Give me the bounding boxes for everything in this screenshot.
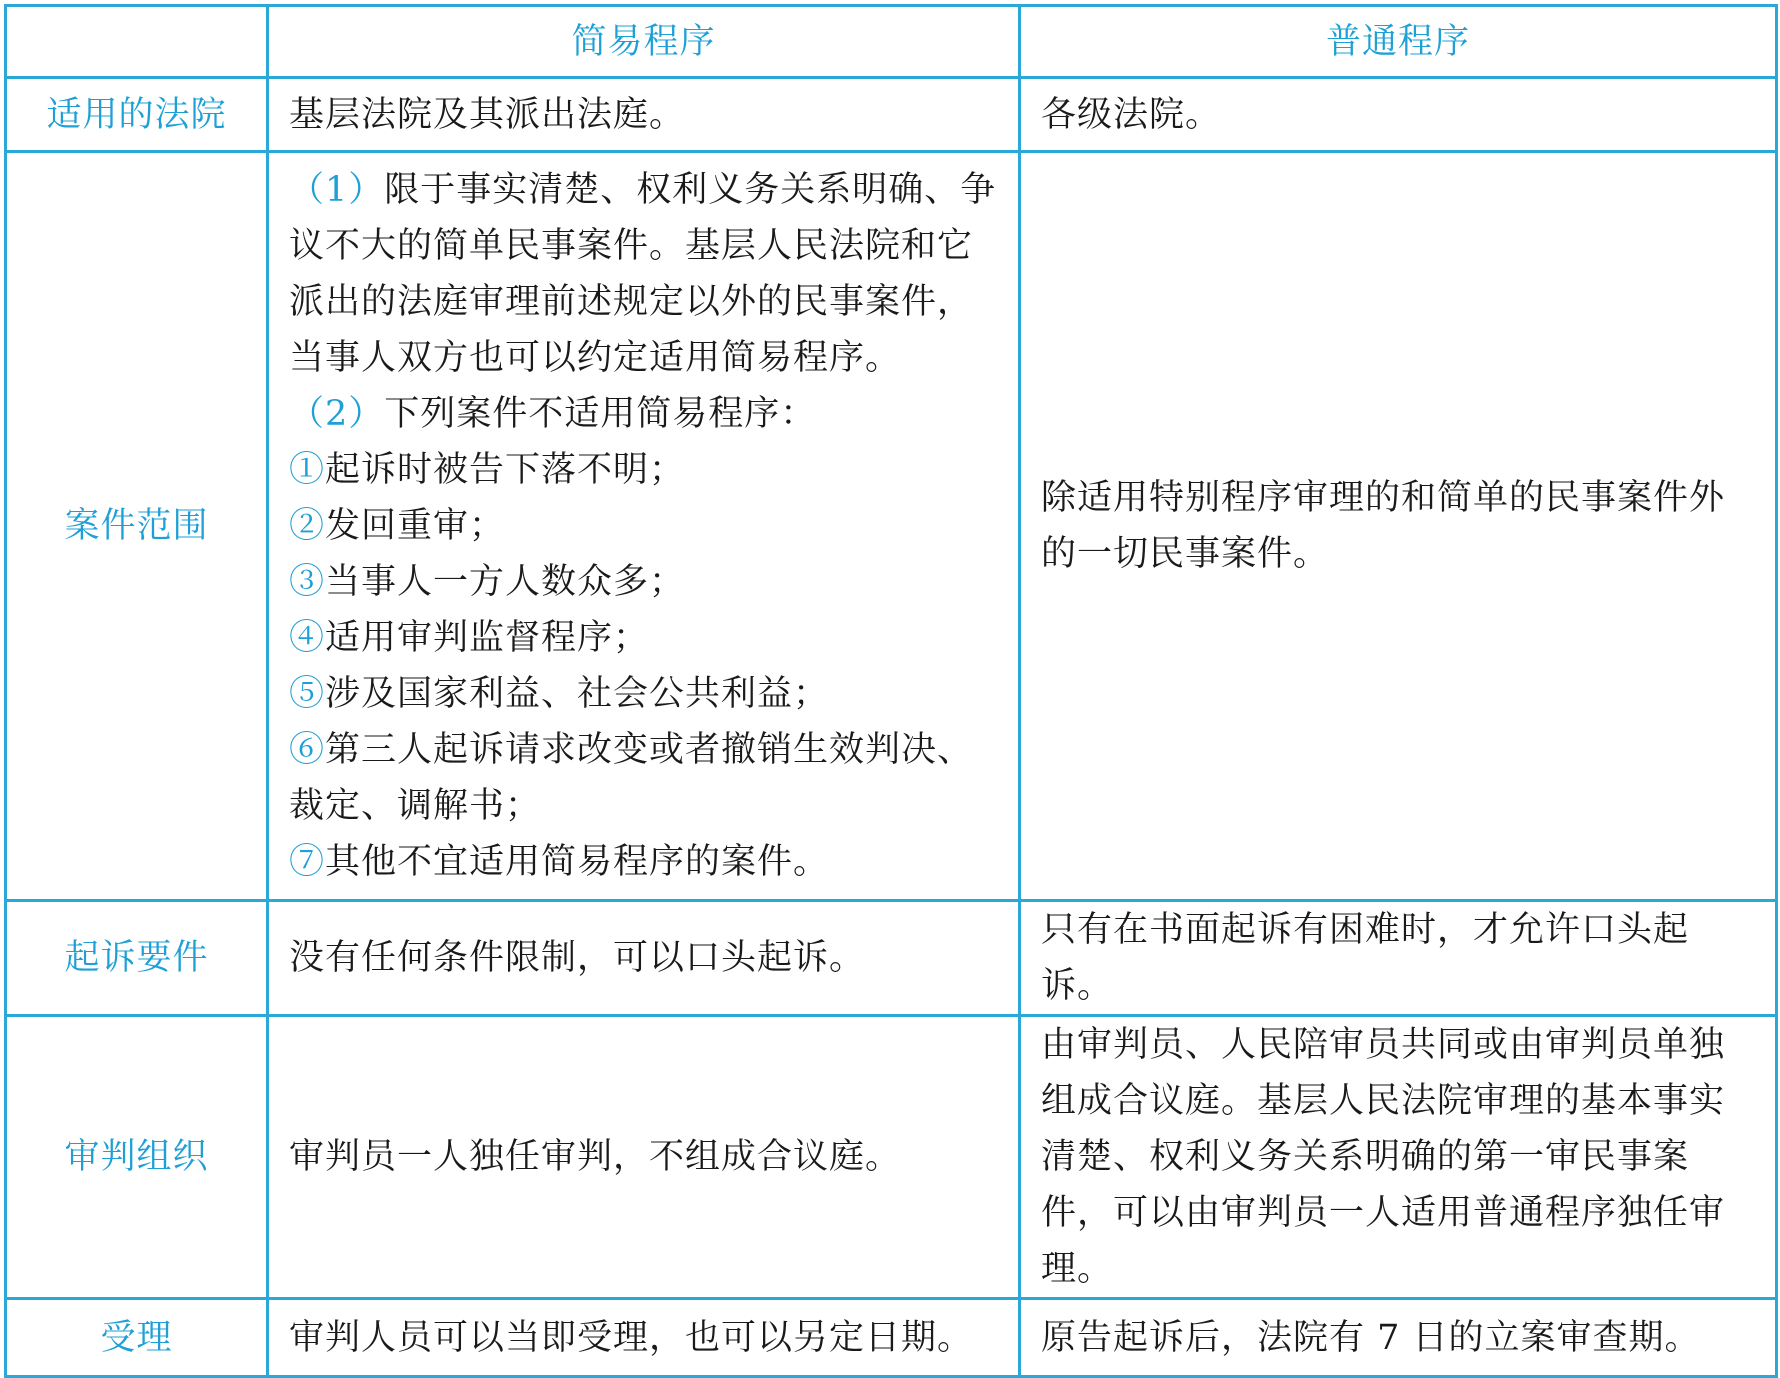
list-item [289,610,998,666]
item-text: 适用审判监督程序； [325,618,650,658]
item-marker: ③ [289,562,326,602]
table-row [6,1016,1777,1299]
row-label-trial-organization: 审判组织 [6,1016,268,1299]
cell-simple-acceptance: 审判人员可以当即受理，也可以另定日期。 [268,1299,1020,1377]
cell-ordinary-case-scope: 除适用特别程序审理的和简单的民事案件外的一切民事案件。 [1020,152,1777,901]
row-label-case-scope: 案件范围 [6,152,268,901]
row-label-court: 适用的法院 [6,78,268,152]
cell-simple-case-scope [268,152,1020,901]
item-marker: ⑦ [289,842,326,882]
item-text: 当事人一方人数众多； [325,562,686,602]
item-text: 发回重审； [325,506,506,546]
item-text: 限于事实清楚、权利义务关系明确、争议不大的简单民事案件。基层人民法院和它派出的法庭审理前述规定以外的民事案件，当事人双方也可以约定适用简易程序。 [289,170,997,378]
table-row [6,901,1777,1016]
item-marker: ① [289,450,326,490]
item-text: 第三人起诉请求改变或者撤销生效判决、裁定、调解书； [289,730,974,826]
cell-simple-court: 基层法院及其派出法庭。 [268,78,1020,152]
procedure-comparison-table [4,4,1778,1378]
cell-ordinary-filing-requirement: 只有在书面起诉有困难时，才允许口头起诉。 [1020,901,1777,1016]
item-text: 起诉时被告下落不明； [325,450,686,490]
row-label-filing-requirement: 起诉要件 [6,901,268,1016]
header-corner-cell [6,6,268,78]
table-row [6,78,1777,152]
cell-simple-filing-requirement: 没有任何条件限制，可以口头起诉。 [268,901,1020,1016]
item-marker: （1） [289,170,385,210]
item-marker: ④ [289,618,326,658]
item-text: 下列案件不适用简易程序： [384,394,817,434]
table-row [6,152,1777,901]
table-header-row [6,6,1777,78]
list-item [289,666,998,722]
row-label-acceptance: 受理 [6,1299,268,1377]
cell-ordinary-trial-organization: 由审判员、人民陪审员共同或由审判员单独组成合议庭。基层人民法院审理的基本事实清楚、权利义务关系明确的第一审民事案件，可以由审判员一人适用普通程序独任审理。 [1020,1016,1777,1299]
header-ordinary-procedure: 普通程序 [1020,6,1777,78]
header-simple-procedure: 简易程序 [268,6,1020,78]
item-text: 涉及国家利益、社会公共利益； [325,674,830,714]
list-item [289,162,998,386]
item-marker: （2） [289,394,385,434]
cell-simple-trial-organization: 审判员一人独任审判，不组成合议庭。 [268,1016,1020,1299]
item-marker: ⑤ [289,674,326,714]
item-marker: ② [289,506,326,546]
list-item [289,722,998,834]
list-item [289,834,998,890]
cell-ordinary-court: 各级法院。 [1020,78,1777,152]
list-item [289,498,998,554]
item-marker: ⑥ [289,730,326,770]
list-item [289,554,998,610]
list-item [289,386,998,442]
list-item [289,442,998,498]
table-row [6,1299,1777,1377]
cell-ordinary-acceptance: 原告起诉后，法院有 7 日的立案审查期。 [1020,1299,1777,1377]
item-text: 其他不宜适用简易程序的案件。 [325,842,830,882]
comparison-table-wrapper [4,4,1775,1358]
